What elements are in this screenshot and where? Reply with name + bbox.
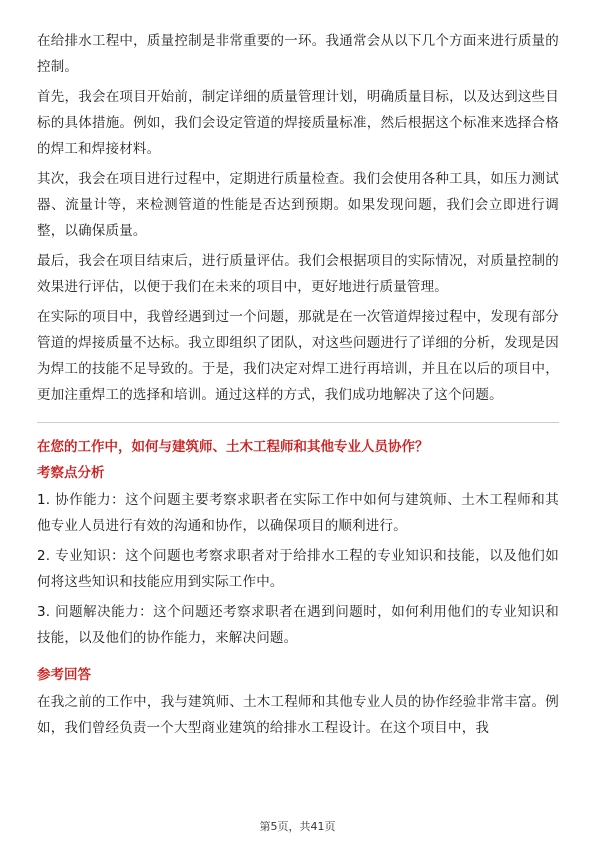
body-paragraph-1: 在给排水工程中，质量控制是非常重要的一环。我通常会从以下几个方面来进行质量的控制。	[37, 33, 559, 75]
spacer	[37, 655, 559, 663]
section-divider	[37, 422, 559, 423]
analysis-item-1: 1. 协作能力：这个问题主要考察求职者在实际工作中如何与建筑师、土木工程师和其他专业人员进行有效的沟通和协作，以确保项目的顺利进行。	[37, 492, 559, 534]
page-footer: 第5页，共41页	[259, 820, 336, 833]
body-paragraph-5: 在实际的项目中，我曾经遇到过一个问题，那就是在一次管道焊接过程中，发现有部分管道的焊接质量不达标。我立即组织了团队，对这些问题进行了详细的分析，发现是因为焊工的技能不足导致的。于是，我们决定对焊工进行再培训，并且在以后的项目中，更加注重焊工的选择和培训。通过这样的方式，我们成功地解决了这个问题。	[37, 309, 559, 403]
analysis-item-2: 2. 专业知识：这个问题也考察求职者对于给排水工程的专业知识和技能，以及他们如何将这些知识和技能应用到实际工作中。	[37, 548, 559, 590]
answer-heading: 参考回答	[37, 667, 91, 683]
question-title: 在您的工作中，如何与建筑师、土木工程师和其他专业人员协作？	[37, 439, 429, 455]
body-paragraph-3: 其次，我会在项目进行过程中，定期进行质量检查。我们会使用各种工具，如压力测试器、流量计等，来检测管道的性能是否达到预期。如果发现问题，我们会立即进行调整，以确保质量。	[37, 171, 559, 239]
body-paragraph-4: 最后，我会在项目结束后，进行质量评估。我们会根据项目的实际情况，对质量控制的效果进行评估，以便于我们在未来的项目中，更好地进行质量管理。	[37, 253, 559, 295]
body-paragraph-2: 首先，我会在项目开始前，制定详细的质量管理计划，明确质量目标，以及达到这些目标的具体措施。例如，我们会设定管道的焊接质量标准，然后根据这个标准来选择合格的焊工和焊接材料。	[37, 89, 559, 157]
document-page	[37, 28, 559, 745]
answer-paragraph: 在我之前的工作中，我与建筑师、土木工程师和其他专业人员的协作经验非常丰富。例如，我们曾经负责一个大型商业建筑的给排水工程设计。在这个项目中，我	[37, 694, 559, 736]
analysis-item-3: 3. 问题解决能力：这个问题还考察求职者在遇到问题时，如何利用他们的专业知识和技能，以及他们的协作能力，来解决问题。	[37, 604, 559, 646]
analysis-heading: 考察点分析	[37, 465, 105, 481]
